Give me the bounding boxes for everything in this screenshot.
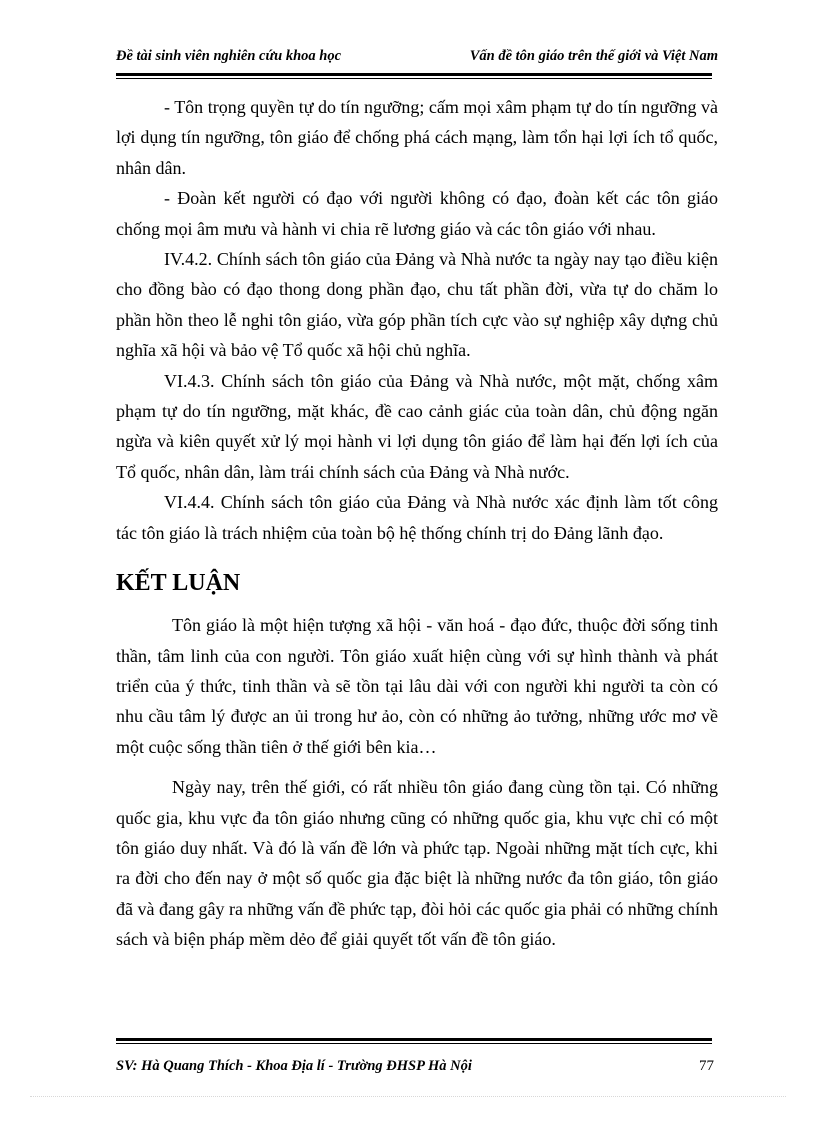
header-rule-thick	[116, 73, 712, 76]
page-number: 77	[699, 1058, 714, 1074]
footer-author: SV: Hà Quang Thích - Khoa Địa lí - Trường ĐHSP Hà Nội	[116, 1058, 472, 1074]
header-left-title: Đề tài sinh viên nghiên cứu khoa học	[116, 48, 342, 64]
footer-rule-thin	[116, 1043, 712, 1044]
paragraph-vi-4-3: VI.4.3. Chính sách tôn giáo của Đảng và Nhà nước, một mặt, chống xâm phạm tự do tín ngưỡng, mặt khác, đề cao cảnh giác của toàn dân, chủ động ngăn ngừa và kiên quyết xử lý mọi hành vi lợi dụng tôn giáo để làm hại đến lợi ích của Tổ quốc, nhân dân, làm trái chính sách của Đảng và Nhà nước.	[116, 370, 718, 482]
paragraph-iv-4-2: IV.4.2. Chính sách tôn giáo của Đảng và Nhà nước ta ngày nay tạo điều kiện cho đồng bào có đạo thong dong phần đạo, chu tất phần đời, vừa tự do chăm lo phần hồn theo lễ nghi tôn giáo, vừa góp phần tích cực vào sự nghiệp xây dựng chủ nghĩa xã hội và bảo vệ Tổ quốc xã hội chủ nghĩa.	[116, 249, 718, 361]
main-content	[116, 92, 718, 955]
page-header	[116, 48, 718, 70]
paragraph-unity: - Đoàn kết người có đạo với người không có đạo, đoàn kết các tôn giáo chống mọi âm mưu và hành vi chia rẽ lương giáo và các tôn giáo với nhau.	[116, 188, 718, 239]
page-footer	[116, 1058, 718, 1080]
footer-rule-thick	[116, 1038, 712, 1041]
paragraph-freedom-of-belief: - Tôn trọng quyền tự do tín ngưỡng; cấm mọi xâm phạm tự do tín ngưỡng và lợi dụng tín ngưỡng, tôn giáo để chống phá cách mạng, làm tổn hại lợi ích tổ quốc, nhân dân.	[116, 97, 718, 178]
conclusion-heading: KẾT LUẬN	[116, 570, 241, 597]
page-bottom-border	[30, 1096, 786, 1097]
header-rule-thin	[116, 78, 712, 79]
conclusion-paragraph-1: Tôn giáo là một hiện tượng xã hội - văn hoá - đạo đức, thuộc đời sống tinh thần, tâm linh của con người. Tôn giáo xuất hiện cùng với sự hình thành và phát triển của ý thức, tinh thần và sẽ tồn tại lâu dài với con người khi người ta còn có nhu cầu tâm lý được an ủi trong hư ảo, còn có những ảo tưởng, những ước mơ về một cuộc sống thần tiên ở thế giới bên kia…	[116, 615, 718, 757]
header-right-title: Vấn đề tôn giáo trên thế giới và Việt Nam	[469, 48, 718, 64]
paragraph-vi-4-4: VI.4.4. Chính sách tôn giáo của Đảng và Nhà nước xác định làm tốt công tác tôn giáo là trách nhiệm của toàn bộ hệ thống chính trị do Đảng lãnh đạo.	[116, 492, 718, 543]
conclusion-paragraph-2: Ngày nay, trên thế giới, có rất nhiều tôn giáo đang cùng tồn tại. Có những quốc gia, khu vực đa tôn giáo nhưng cũng có những quốc gia, khu vực chỉ có một tôn giáo duy nhất. Và đó là vấn đề lớn và phức tạp. Ngoài những mặt tích cực, khi ra đời cho đến nay ở một số quốc gia đặc biệt là những nước đa tôn giáo, tôn giáo đã và đang gây ra những vấn đề phức tạp, đòi hỏi các quốc gia phải có những chính sách và biện pháp mềm dẻo để giải quyết tốt vấn đề tôn giáo.	[116, 777, 718, 950]
